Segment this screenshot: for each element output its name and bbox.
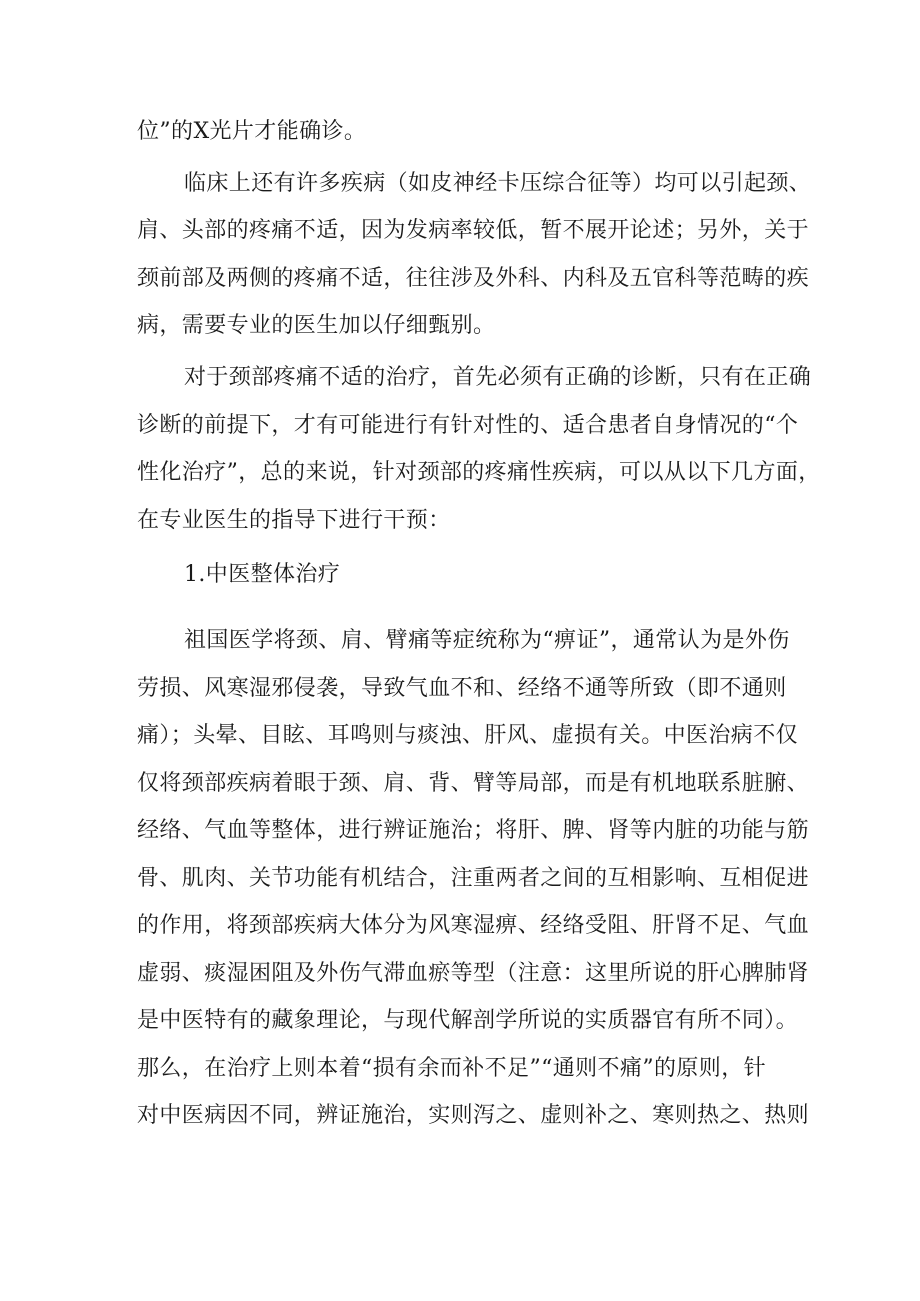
text-line-14: 经络、气血等整体，进行辨证施治；将肝、脾、肾等内脏的功能与筋 xyxy=(137,818,810,843)
text-line-10: 祖国医学将颈、肩、臂痛等症统称为“痹证”，通常认为是外伤 xyxy=(184,628,790,653)
text-line-11: 劳损、风寒湿邪侵袭，导致气血不和、经络不通等所致（即不通则 xyxy=(137,676,787,701)
text-line-18: 是中医特有的藏象理论，与现代解剖学所说的实质器官有所不同）。 xyxy=(137,1008,799,1033)
text-line-8: 性化治疗”，总的来说，针对颈部的疼痛性疾病，可以从以下几方面， xyxy=(137,460,821,485)
text-line-7: 诊断的前提下，才有可能进行有针对性的、适合患者自身情况的“个 xyxy=(137,413,799,438)
text-line-15: 骨、肌肉、关节功能有机结合，注重两者之间的互相影响、互相促进 xyxy=(137,866,810,891)
text-line-19: 那么，在治疗上则本着“损有余而补不足”“通则不痛”的原则，针 xyxy=(137,1056,766,1081)
text-line-6: 对于颈部疼痛不适的治疗，首先必须有正确的诊断，只有在正确 xyxy=(184,365,812,390)
text-line-16: 的作用，将颈部疾病大体分为风寒湿痹、经络受阻、肝肾不足、气血 xyxy=(137,913,810,938)
section-heading: 1.中医整体治疗 xyxy=(184,562,341,587)
text-line-5: 病，需要专业的医生加以仔细甄别。 xyxy=(137,313,496,338)
text-line-4: 颈前部及两侧的疼痛不适，往往涉及外科、内科及五官科等范畴的疾 xyxy=(137,266,810,291)
text-line-17: 虚弱、痰湿困阻及外伤气滞血瘀等型（注意：这里所说的肝心脾肺肾 xyxy=(137,961,810,986)
text-line-13: 仅将颈部疾病着眼于颈、肩、背、臂等局部，而是有机地联系脏腑、 xyxy=(137,771,810,796)
text-line-20: 对中医病因不同，辨证施治，实则泻之、虚则补之、寒则热之、热则 xyxy=(137,1103,810,1128)
text-line-1: 位”的X光片才能确诊。 xyxy=(137,119,367,144)
text-line-2: 临床上还有许多疾病（如皮神经卡压综合征等）均可以引起颈、 xyxy=(184,171,812,196)
text-line-12: 痛）；头晕、目眩、耳鸣则与痰浊、肝风、虚损有关。中医治病不仅 xyxy=(137,723,799,748)
text-line-3: 肩、头部的疼痛不适，因为发病率较低，暂不展开论述；另外，关于 xyxy=(137,218,810,243)
text-line-9: 在专业医生的指导下进行干预： xyxy=(137,508,451,533)
